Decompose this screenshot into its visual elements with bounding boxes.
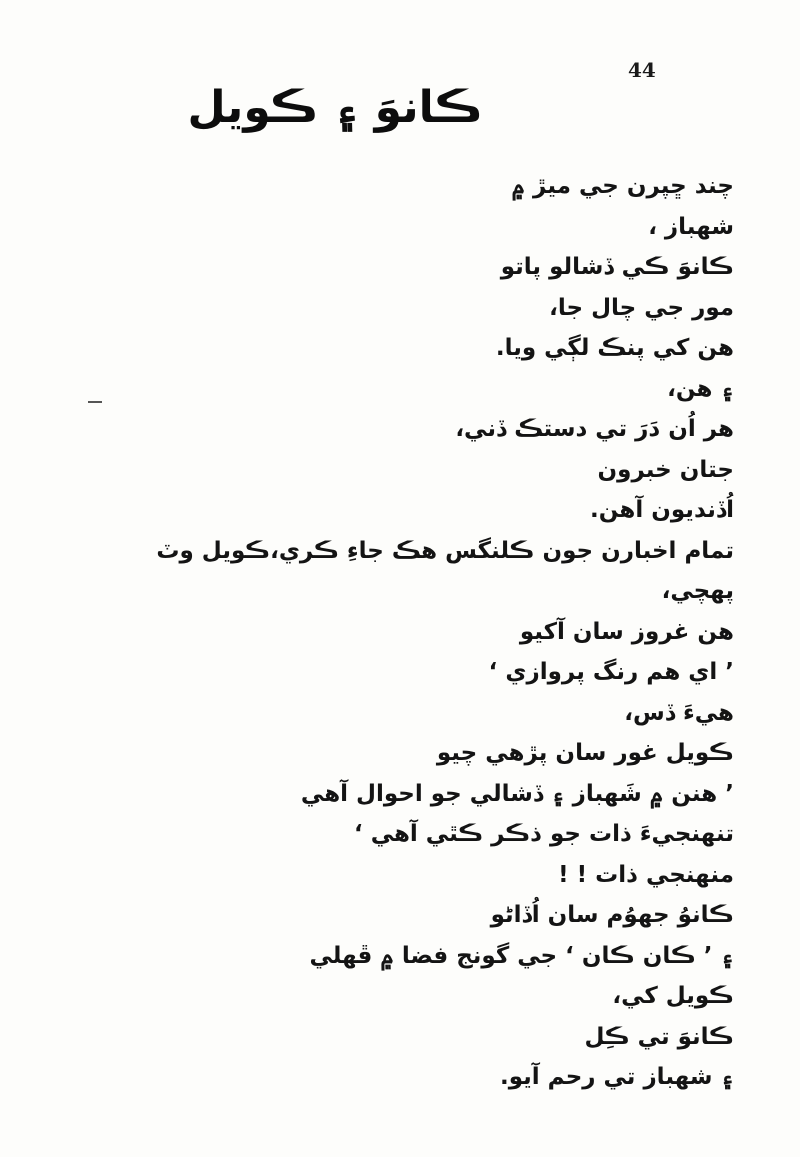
poem-line: چند ڇپرن جي ميڙ ۾ (511, 173, 734, 199)
poem-line: ڪانوَ ڪي ڏشالو پاتو (500, 254, 734, 280)
poem-line: هر اُن دَرَ تي دستڪ ڏني، (455, 416, 734, 442)
poem-line: تنهنجيءَ ذات جو ذڪر ڪٿي آهي ‘ (353, 821, 734, 847)
poem-line: ۽ ’ ڪان ڪان ‘ جي گونج فضا ۾ ڦهلي (309, 942, 734, 969)
poem-line: ڪويل غور سان پڙهي چيو (436, 740, 734, 766)
poem-line: اُڏنديون آهن. (589, 497, 734, 523)
poem-line: پهچي، (661, 578, 734, 604)
poem-line: هيءَ ڏس، (624, 699, 734, 726)
scan-speck (88, 401, 102, 403)
poem-line: ’ اي هم رنگ پروازي ‘ (488, 659, 734, 685)
poem-body (34, 166, 734, 1098)
poem-line: هن غروز سان آکيو (519, 618, 734, 645)
poem-line: مور جي چال جا، (549, 294, 734, 321)
poem-line: ۽ شهباز تي رحم آيو. (499, 1064, 734, 1090)
poem-line: ’ هنن ۾ شَهباز ۽ ڏشالي جو احوال آهي (300, 780, 734, 807)
poem-line: ڪانوُ جهوُم سان اُڏاڻو (490, 902, 734, 928)
poem-line: ڪويل کي، (612, 983, 734, 1009)
poem-line: ۽ هن، (667, 375, 734, 402)
poem-line: هن کي پنڪ لڳي ويا. (495, 335, 734, 361)
poem-line: شهباز ، (648, 213, 734, 240)
poem-line: ڪانوَ تي ڪِل (584, 1023, 734, 1050)
poem-title: ڪانوَ ۽ ڪويل (187, 82, 483, 133)
poem-line: منهنجي ذات ! ! (558, 861, 734, 888)
poem-line: تمام اخبارن جون ڪلنگس هڪ جاءِ ڪري،ڪويل وٽ (156, 537, 734, 564)
poem-line: جتان خبرون (597, 456, 734, 483)
page-number: 44 (628, 58, 656, 82)
